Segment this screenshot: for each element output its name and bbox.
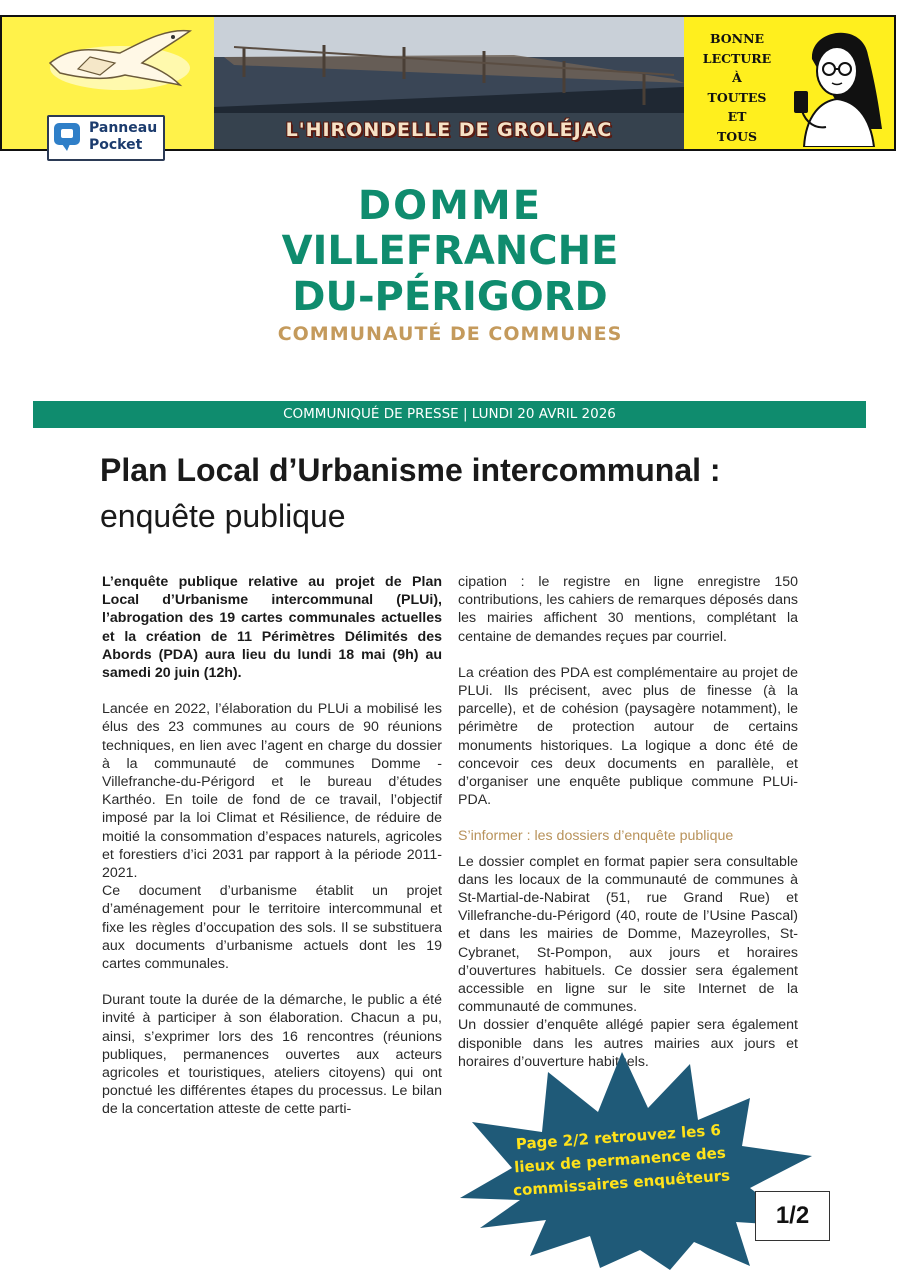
press-release-bar: COMMUNIQUÉ DE PRESSE | LUNDI 20 AVRIL 2026 bbox=[33, 401, 866, 428]
headline-title: Plan Local d’Urbanisme intercommunal : bbox=[100, 452, 721, 488]
panneau-pocket-line1: Panneau bbox=[89, 120, 158, 136]
section-subheading: S’informer : les dossiers d’enquête publique bbox=[458, 828, 734, 845]
woman-reading-phone-icon bbox=[782, 19, 890, 147]
bonne-lecture-line: BONNE bbox=[709, 31, 765, 46]
bonne-lecture-line: À bbox=[732, 70, 742, 85]
bonne-lecture-line: TOUS bbox=[716, 128, 758, 144]
bonne-lecture-line: ET bbox=[727, 109, 747, 124]
logo-du-perigord: DU-PÉRIGORD bbox=[292, 274, 608, 320]
lake-pier-photo bbox=[214, 17, 684, 149]
bonne-lecture-text bbox=[692, 29, 782, 146]
header-banner bbox=[0, 15, 896, 151]
banner-left-panel bbox=[2, 17, 214, 153]
logo-communaute: COMMUNAUTÉ DE COMMUNES bbox=[277, 323, 623, 345]
lead-paragraph: L’enquête publique relative au projet de Plan Local d’Urbanisme intercommunal (PLUi), l’abrogation des 19 cartes communales actuelles et la création de 11 Périmètres Délimités des Abords (PDA) aura lieu du lundi 18 mai (9h) au samedi 20 juin (12h). bbox=[102, 574, 442, 682]
panneau-pocket-badge bbox=[47, 115, 165, 161]
logo-villefranche: VILLEFRANCHE bbox=[281, 228, 619, 274]
left-column bbox=[102, 573, 442, 1137]
body-paragraph: La création des PDA est complémentaire au projet de PLUi. Ils précisent, avec plus de finesse (à la parcelle), et de cohésion (paysagère notamment), le périmètre de protection autour de certains monuments historiques. La logique a donc été de concevoir ces deux documents en parallèle, et d’organiser une enquête publique commune PLUi-PDA. bbox=[458, 664, 798, 809]
right-column bbox=[458, 573, 798, 1089]
speech-bubble-icon bbox=[53, 122, 81, 152]
starburst-text: Page 2/2 retrouvez les 6 lieux de permanence des commissaires enquêteurs bbox=[512, 1120, 731, 1200]
body-paragraph: Durant toute la durée de la démarche, le public a été invité à participer à son élaboration. Chacun a pu, ainsi, s’exprimer lors des 16 rencontres (réunions publiques, permanences ouvertes aux acteurs agricoles et touristiques, ateliers citoyens) qui ont ponctué les différentes étapes du processus. Le bilan de la concertation atteste de cette parti- bbox=[102, 992, 442, 1118]
bonne-lecture-line: LECTURE bbox=[702, 50, 772, 66]
headline-subtitle: enquête publique bbox=[100, 498, 346, 534]
body-paragraph: Le dossier complet en format papier sera consultable dans les locaux de la communauté de communes à St-Martial-de-Nabirat (51, rue Grand Rue) et Villefranche-du-Périgord (40, route de l’Usine Pascal) et dans les mairies de Domme, Mazeyrolles, St-Cybranet, St-Pompon, aux jours et horaires d’ouvertures habituels. Ce dossier sera également accessible en ligne sur le site Internet de la communauté de communes. bbox=[458, 853, 798, 1016]
page-number: 1/2 bbox=[755, 1191, 830, 1241]
bonne-lecture-line: TOUTES bbox=[707, 89, 767, 105]
swallow-with-letter-icon bbox=[30, 23, 195, 103]
body-paragraph: Lancée en 2022, l’élaboration du PLUi a mobilisé les élus des 23 communes au cours de 90 réunions techniques, en lien avec l’agent en charge du dossier à la communauté de communes Domme - Villefranche-du-Périgord et le bureau d’études Karthéo. En toile de fond de ce travail, l’objectif imposé par la loi Climat et Résilience, de réduire de moitié la consommation d’espaces naturels, agricoles et forestiers d’ici 2031 par rapport à la période 2011-2021. bbox=[102, 701, 442, 882]
panneau-pocket-line2: Pocket bbox=[89, 137, 143, 153]
banner-right-panel bbox=[684, 17, 894, 149]
body-paragraph: Ce document d’urbanisme établit un projet d’aménagement pour le territoire intercommunal et fixe les règles d’occupation des sols. Il se substituera aux documents d’urbanisme actuels dont les 19 cartes communales. bbox=[102, 883, 442, 973]
body-paragraph: Un dossier d’enquête allégé papier sera également disponible dans les autres mairies aux jours et horaires d’ouverture habituels. bbox=[458, 1017, 798, 1070]
body-paragraph: cipation : le registre en ligne enregistre 150 contributions, les cahiers de remarques déposés dans les mairies affichent 30 mentions, complétant la centaine de demandes reçues par courriel. bbox=[458, 574, 798, 645]
logo-domme: DOMME bbox=[357, 183, 543, 229]
newsletter-title: L'HIRONDELLE DE GROLÉJAC bbox=[285, 119, 613, 141]
